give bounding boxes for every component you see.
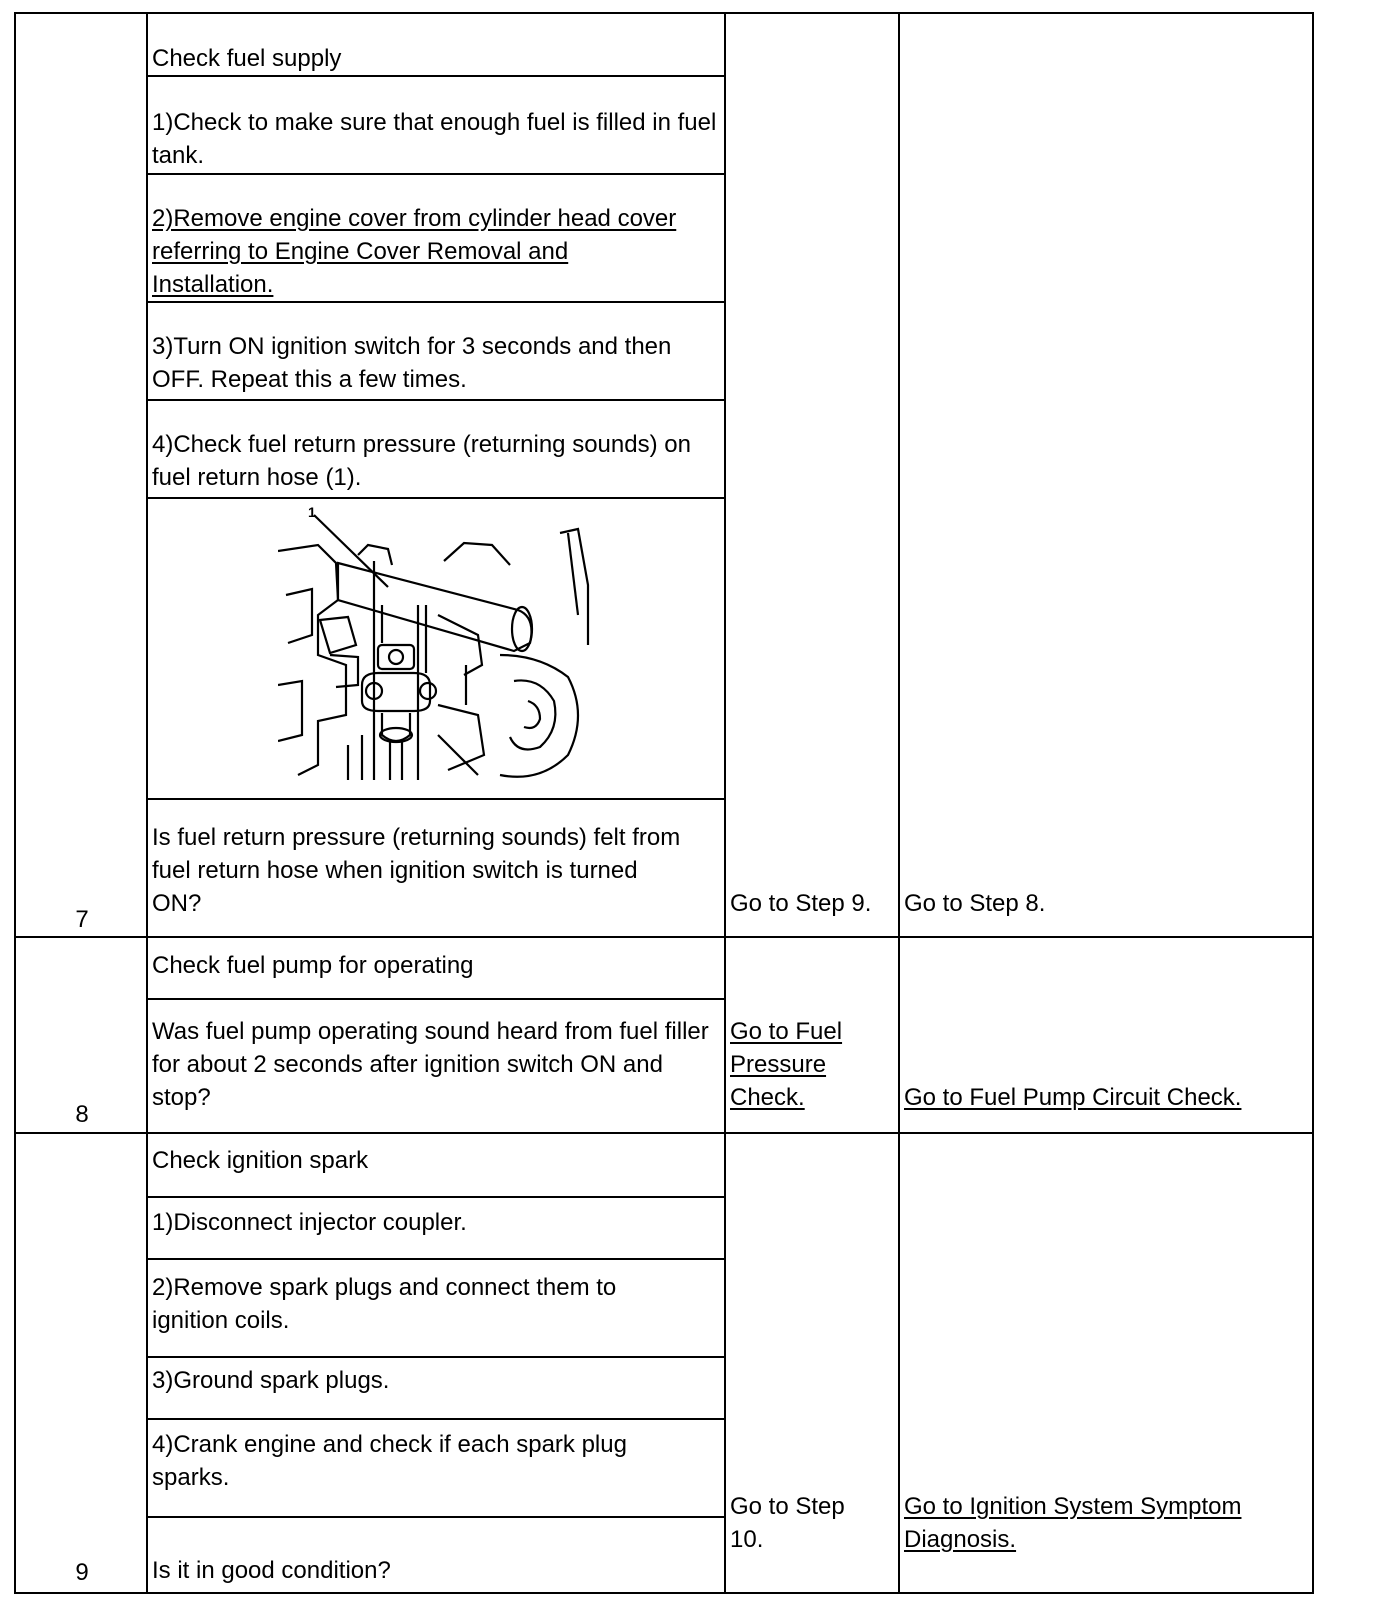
action-divider [146,75,726,77]
step-title: Check ignition spark [152,1147,369,1174]
step-title: Check fuel pump for operating [152,952,474,979]
action-divider [146,798,726,800]
fuel-pressure-check-link[interactable]: Go to Fuel Pressure Check. [730,1018,843,1111]
ignition-system-diagnosis-link[interactable]: Go to Ignition System Symptom Diagnosis. [904,1493,1242,1553]
row-divider-8-9 [14,1132,1314,1134]
step-number: 8 [75,1101,89,1128]
table-border-top [14,12,1314,14]
engine-cover-link[interactable]: 2)Remove engine cover from cylinder head cover referring to Engine Cover Removal and Installation. [152,205,677,298]
action-text: 3)Turn ON ignition switch for 3 seconds and then OFF. Repeat this a few times. [152,333,672,393]
action-divider [146,1516,726,1518]
action-divider [146,1196,726,1198]
yes-action: Go to Step 9. [730,890,872,917]
action-text: 1)Disconnect injector coupler. [152,1209,467,1236]
action-text: 1)Check to make sure that enough fuel is filled in fuel tank. [152,109,717,169]
no-action: Go to Step 8. [904,890,1046,917]
action-text: 3)Ground spark plugs. [152,1367,390,1394]
action-divider [146,497,726,499]
row-divider-7-8 [14,936,1314,938]
step-question: Is it in good condition? [152,1557,391,1584]
column-divider-3 [898,12,900,1594]
action-text: 2)Remove spark plugs and connect them to ignition coils. [152,1274,617,1334]
yes-action: Go to Step 10. [730,1493,845,1553]
step-question: Is fuel return pressure (returning sounds) felt from fuel return hose when ignition switch is turned ON? [152,824,681,917]
table-border-bottom [14,1592,1314,1594]
step-title: Check fuel supply [152,45,342,72]
action-divider [146,1418,726,1420]
action-divider [146,1356,726,1358]
fuel-return-hose-figure [278,505,598,795]
action-divider [146,301,726,303]
action-divider [146,998,726,1000]
action-divider [146,1258,726,1260]
step-number: 9 [75,1559,89,1586]
action-text: 4)Check fuel return pressure (returning sounds) on fuel return hose (1). [152,431,691,491]
fuel-return-hose-illustration [278,505,598,795]
action-text: 4)Crank engine and check if each spark plug sparks. [152,1431,627,1491]
table-border-left [14,12,16,1594]
action-divider [146,173,726,175]
figure-callout-label: 1 [308,505,316,520]
step-number: 7 [75,906,89,933]
table-border-right [1312,12,1314,1594]
fuel-pump-circuit-check-link[interactable]: Go to Fuel Pump Circuit Check. [904,1084,1242,1111]
action-divider [146,399,726,401]
step-question: Was fuel pump operating sound heard from fuel filler for about 2 seconds after ignition switch ON and stop? [152,1018,709,1111]
